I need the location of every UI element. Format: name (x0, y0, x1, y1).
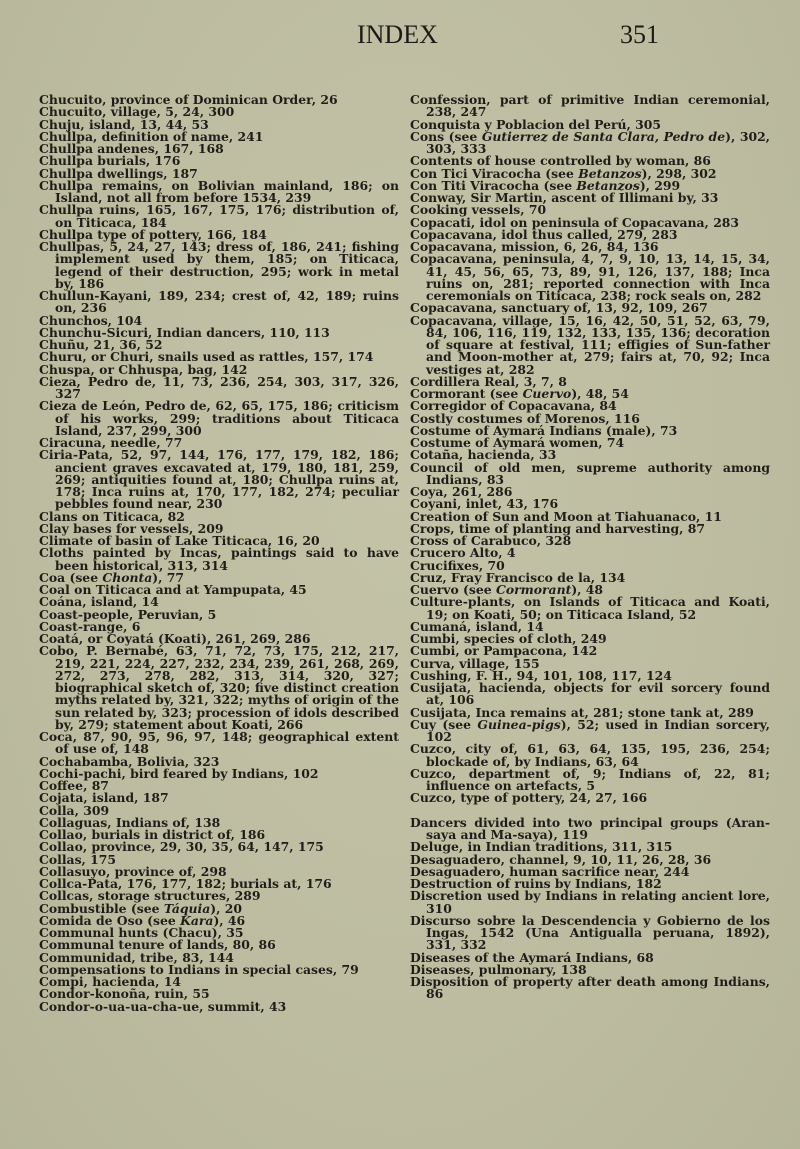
index-entry-italic-ref: Chonta (102, 569, 153, 585)
index-entry-text: Copacavana, mission, 6, 26, 84, 136 (410, 239, 659, 254)
index-entry-italic-ref: Guinea-pigs (477, 716, 561, 732)
index-entry (410, 912, 770, 953)
index-entry (410, 312, 770, 377)
index-entry (39, 547, 399, 572)
index-entry (39, 731, 399, 756)
running-title: INDEX (357, 20, 438, 49)
index-entry-text: Collca-Pata, 176, 177, 182; burials at, 176 (39, 876, 332, 891)
index-entry-text: Discretion used by Indians in relating ancient lore, 310 (410, 888, 770, 916)
index-entry-text: Chullpa ruins, 165, 167, 175, 176; distribution of, on Titicaca, 184 (39, 202, 399, 230)
index-entry-text: Cuzco, department of, 9; Indians of, 22, 81; influence on artefacts, 5 (410, 765, 770, 793)
index-entry-text: Costly costumes of Morenos, 116 (410, 410, 640, 426)
index-entry-text: Chullun-Kayani, 189, 234; crest of, 42, 189; ruins on, 236 (39, 288, 399, 316)
index-entry (39, 400, 399, 437)
index-entry-text: Corregidor of Copacavana, 84 (410, 398, 617, 414)
index-entry-text: Collao, burials in district of, 186 (39, 827, 266, 842)
index-entry-text: Cumaná, island, 14 (410, 618, 544, 634)
index-entry (39, 177, 399, 205)
index-entry-text: Chullpa, definition of name, 241 (39, 128, 264, 144)
index-entry-text: Collcas, storage structures, 289 (39, 888, 261, 904)
index-entry-text: Crops, time of planting and harvesting, 87 (410, 520, 706, 536)
index-entry-text: Communal tenure of lands, 80, 86 (39, 937, 276, 953)
index-entry-text: Communal hunts (Chacu), 35 (39, 925, 244, 940)
index-entry (410, 814, 770, 842)
index-entry-text: ), 48, 54 (571, 386, 629, 401)
index-entry-text: Chunchu-Sicuri, Indian dancers, 110, 113 (39, 324, 330, 340)
index-entry (410, 716, 770, 744)
index-entry (410, 682, 770, 707)
index-entry-italic-ref: Betanzos (578, 165, 642, 181)
index-entry-text: Coa (see (39, 569, 103, 585)
index-entry-text: Copacavana, idol thus called, 279, 283 (410, 226, 678, 242)
index-entry-text: Cobo, P. Bernabé, 63, 71, 72, 73, 175, 212, 217, 219, 221, 224, 227, 232, 234, 239, 261, 268, 269, 272, 273, 278, 282, 313, 314, 320, 327; biographical sketch of, 320; five distinct creation myths related by, 321, 322; myths of origin of the sun related by, 323; procession of idols described by, 279; statement about Koati, 266 (39, 643, 399, 732)
index-entry-text: ), 302, 303, 333 (426, 128, 771, 156)
index-entry-text: Diseases, pulmonary, 138 (410, 961, 587, 977)
index-entry-text: Cormorant (see (410, 386, 523, 401)
index-entry-text: Collas, 175 (39, 851, 117, 867)
index-entry-text: Cordillera Real, 3, 7, 8 (410, 373, 567, 389)
index-entry-text: Copacavana, village, 15, 16, 42, 50, 51, 52, 63, 79, 84, 106, 116, 119, 132, 133, 135, 136; decoration of square at festival, 111; effigies of Sun-father and Moon-mother at, 279; fairs at, 70, 92; Inca vestiges at, 282 (410, 312, 770, 377)
index-entry (410, 765, 770, 793)
index-entry (410, 976, 770, 1001)
index-entry (410, 128, 771, 156)
index-entry-text: ), 20 (210, 900, 243, 916)
index-entry-text: Crucero Alto, 4 (410, 545, 516, 561)
index-entry-text: Cusijata, Inca remains at, 281; stone tank at, 289 (410, 704, 754, 720)
index-entry-text: Conway, Sir Martin, ascent of Illimani by, 33 (410, 190, 719, 205)
index-entry-italic-ref: Táquia (163, 900, 211, 916)
index-entry-text: Coca, 87, 90, 95, 96, 97, 148; geographical extent of use of, 148 (39, 729, 399, 757)
index-entry-text: Disposition of property after death among Indians, 86 (410, 974, 770, 1002)
index-entry (39, 373, 399, 401)
index-entry-text: Chullpa burials, 176 (39, 153, 181, 169)
index-entry-text: Chullpa dwellings, 187 (39, 165, 198, 181)
index-entry-text: Compensations to Indians in special cases, 79 (39, 961, 359, 977)
index-entry-text: Cushing, F. H., 94, 101, 108, 117, 124 (410, 667, 672, 683)
index-entry-text: Coast-people, Peruvian, 5 (39, 606, 217, 622)
index-entry (39, 204, 399, 229)
index-entry (410, 792, 770, 804)
index-entry-text: Collasuyo, province of, 298 (39, 863, 227, 879)
index-entry-text: Coast-range, 6 (39, 618, 141, 634)
index-entry-text: Cotaña, hacienda, 33 (410, 447, 557, 463)
index-entry-italic-ref: Betanzos (576, 177, 640, 193)
index-entry-text: Cross of Carabuco, 328 (410, 533, 572, 548)
index-entry-text: Churu, or Churi, snails used as rattles, 157, 174 (39, 349, 374, 365)
index-entry-text: Deluge, in Indian traditions, 311, 315 (410, 839, 673, 855)
page-number: 351 (620, 20, 659, 49)
index-entry-text: Cuzco, type of pottery, 24, 27, 166 (410, 790, 648, 806)
index-entry-text: Cuervo (see (410, 582, 496, 597)
index-entry-text: Chullpas, 5, 24, 27, 143; dress of, 186, 241; fishing implement used by them, 185; on Titicaca, legend of their destruction, 295; work in metal by, 186 (39, 239, 399, 291)
index-entry-text: Clans on Titicaca, 82 (39, 508, 185, 524)
index-entry-text: ), 298, 302 (641, 165, 717, 181)
index-entry-text: Condor-o-ua-ua-cha-ue, summit, 43 (39, 998, 287, 1014)
index-entry-text: Comida de Oso (see (39, 912, 181, 928)
index-entry-text: Condor-konoña, ruin, 55 (39, 986, 210, 1002)
index-entry-text: ), 52; used in Indian sorcery, 102 (426, 716, 770, 744)
index-entry-text: Cooking vessels, 70 (410, 202, 547, 218)
index-entry (410, 743, 770, 768)
index-entry-text: Coffee, 87 (39, 778, 109, 793)
index-entry-text: Copacavana, sanctuary of, 13, 92, 109, 267 (410, 300, 708, 316)
index-entry-text: Cieza de León, Pedro de, 62, 65, 175, 186; criticism of his works, 299; traditions about Titicaca Island, 237, 299, 300 (39, 398, 399, 438)
index-entry-text: Cuzco, city of, 61, 63, 64, 135, 195, 236, 254; blockade of, by Indians, 63, 64 (410, 741, 770, 769)
index-entry-text: Con Tici Viracocha (see (410, 165, 579, 181)
index-column-left (39, 94, 399, 1013)
index-entry (410, 94, 770, 119)
index-entry-text: Dancers divided into two principal groups (Aran-saya and Ma-saya), 119 (410, 814, 770, 842)
index-entry (39, 290, 399, 315)
index-entry-text: ), 46 (213, 912, 246, 928)
index-entry (410, 253, 770, 302)
index-entry-text: Contents of house controlled by woman, 86 (410, 153, 711, 169)
index-entry-text: Compi, hacienda, 14 (39, 974, 181, 989)
index-entry-text: Copacavana, peninsula, 4, 7, 9, 10, 13, 14, 15, 34, 41, 45, 56, 65, 73, 89, 91, 126, 137, 188; Inca ruins on, 281; reported connection with Inca ceremonials on Titicaca, 238; rock seals on, 282 (410, 251, 770, 303)
index-entry-text: Chuju, island, 13, 44, 53 (39, 116, 209, 132)
page-header (0, 20, 800, 60)
index-entry-text: Climate of basin of Lake Titicaca, 16, 20 (39, 533, 320, 548)
index-entry-text: Costume of Aymará women, 74 (410, 435, 625, 450)
index-entry-text: Cons (see (410, 128, 482, 144)
index-entry-text: Creation of Sun and Moon at Tiahuanaco, 11 (410, 508, 722, 524)
index-entry-text: Cieza, Pedro de, 11, 73, 236, 254, 303, 317, 326, 327 (39, 373, 399, 401)
index-entry-text: Ciracuna, needle, 77 (39, 435, 183, 450)
index-entry-text: Cloths painted by Incas, paintings said to have been historical, 313, 314 (39, 545, 399, 573)
index-entry-text: Crucifixes, 70 (410, 557, 505, 573)
index-entry (410, 459, 770, 487)
index-entry-text: Collaguas, Indians of, 138 (39, 814, 221, 830)
index-entry (39, 449, 399, 510)
index-entry-text: Ciria-Pata, 52, 97, 144, 176, 177, 179, 182, 186; ancient graves excavated at, 179, 180, 181, 259, 269; antiquities found at, 180; Chullpa ruins at, 178; Inca ruins at, 170, 177, 182, 274; peculiar pebbles found near, 230 (39, 447, 399, 512)
index-entry (39, 998, 399, 1014)
index-entry-text: Coya, 261, 286 (410, 484, 513, 499)
index-entry-text: Coal on Titicaca and at Yampupata, 45 (39, 582, 307, 597)
index-entry-text: Chuspa, or Chhuspa, bag, 142 (39, 361, 248, 377)
index-entry-text: ), 299 (639, 177, 681, 193)
index-entry-text: Coyani, inlet, 43, 176 (410, 496, 559, 512)
index-entry-text: Chullpa remains, on Bolivian mainland, 186; on Island, not all from before 1534, 239 (39, 177, 399, 205)
index-entry-text: Chunchos, 104 (39, 312, 143, 328)
index-entry (410, 596, 770, 621)
index-entry-text: Curva, village, 155 (410, 655, 540, 671)
index-entry-text: Discurso sobre la Descendencia y Gobierno de los Ingas, 1542 (Una Antigualla peruana, 1892), 331, 332 (410, 912, 770, 953)
index-entry (410, 890, 770, 915)
index-entry-text: Cruz, Fray Francisco de la, 134 (410, 569, 626, 585)
index-entry-text: Diseases of the Aymará Indians, 68 (410, 949, 654, 965)
index-entry-italic-ref: Kara (180, 912, 214, 928)
index-entry-text: Communidad, tribe, 83, 144 (39, 949, 234, 965)
index-entry-text: Chullpa andenes, 167, 168 (39, 141, 224, 156)
index-entry-text: Cochabamba, Bolivia, 323 (39, 753, 220, 769)
index-entry-text: Copacati, idol on peninsula of Copacavana, 283 (410, 214, 740, 230)
index-entry-text: Colla, 309 (39, 802, 110, 818)
index-entry-text: Costume of Aymará Indians (male), 73 (410, 422, 678, 438)
index-entry-italic-ref: Cuervo (522, 386, 572, 401)
index-entry-text: Clay bases for vessels, 209 (39, 520, 224, 536)
index-entry (39, 241, 399, 290)
index-entry-text: Chuñu, 21, 36, 52 (39, 337, 163, 352)
index-entry (39, 645, 399, 731)
index-entry-text: Council of old men, supreme authority among Indians, 83 (410, 459, 770, 487)
index-entry-text: Combustible (see (39, 900, 164, 916)
index-entry-text: Desaguadero, human sacrifice near, 244 (410, 863, 690, 879)
index-entry-text: Chucuito, village, 5, 24, 300 (39, 104, 235, 120)
index-entry-text: Cochi-pachi, bird feared by Indians, 102 (39, 765, 319, 781)
index-entry-text: ), 48 (571, 582, 604, 597)
index-entry-text: Chullpa type of pottery, 166, 184 (39, 226, 267, 242)
index-entry-text: Coána, island, 14 (39, 594, 159, 610)
index-entry-text: Cuy (see (410, 716, 478, 732)
index-column-right (410, 94, 770, 1001)
index-entry-text: Cumbi, species of cloth, 249 (410, 631, 607, 646)
index-entry-text: Desaguadero, channel, 9, 10, 11, 26, 28, 36 (410, 851, 712, 867)
index-entry-text: Collao, province, 29, 30, 35, 64, 147, 175 (39, 839, 324, 855)
index-entry-italic-ref: Gutierrez de Santa Clara, Pedro de (481, 128, 726, 144)
index-entry-text: Confession, part of primitive Indian ceremonial, 238, 247 (410, 92, 770, 120)
index-entry-text: Destruction of ruins by Indians, 182 (410, 876, 662, 891)
index-entry-italic-ref: Cormorant (495, 582, 572, 597)
index-entry-text: Chucuito, province of Dominican Order, 26 (39, 92, 338, 107)
index-entry-text: Cusijata, hacienda, objects for evil sorcery found at, 106 (410, 680, 770, 708)
index-entry-text: ), 77 (152, 569, 185, 585)
index-entry-text: Conquista y Poblacion del Perú, 305 (410, 116, 662, 132)
index-entry-text: Coatá, or Coyatá (Koati), 261, 269, 286 (39, 631, 311, 646)
index-entry-text: Cumbi, or Pampacona, 142 (410, 643, 598, 659)
index-entry-text: Culture-plants, on Islands of Titicaca and Koati, 19; on Koati, 50; on Titicaca Island, 52 (410, 594, 770, 622)
index-entry-text: Cojata, island, 187 (39, 790, 169, 806)
index-entry-text: Con Titi Viracocha (see (410, 177, 577, 193)
